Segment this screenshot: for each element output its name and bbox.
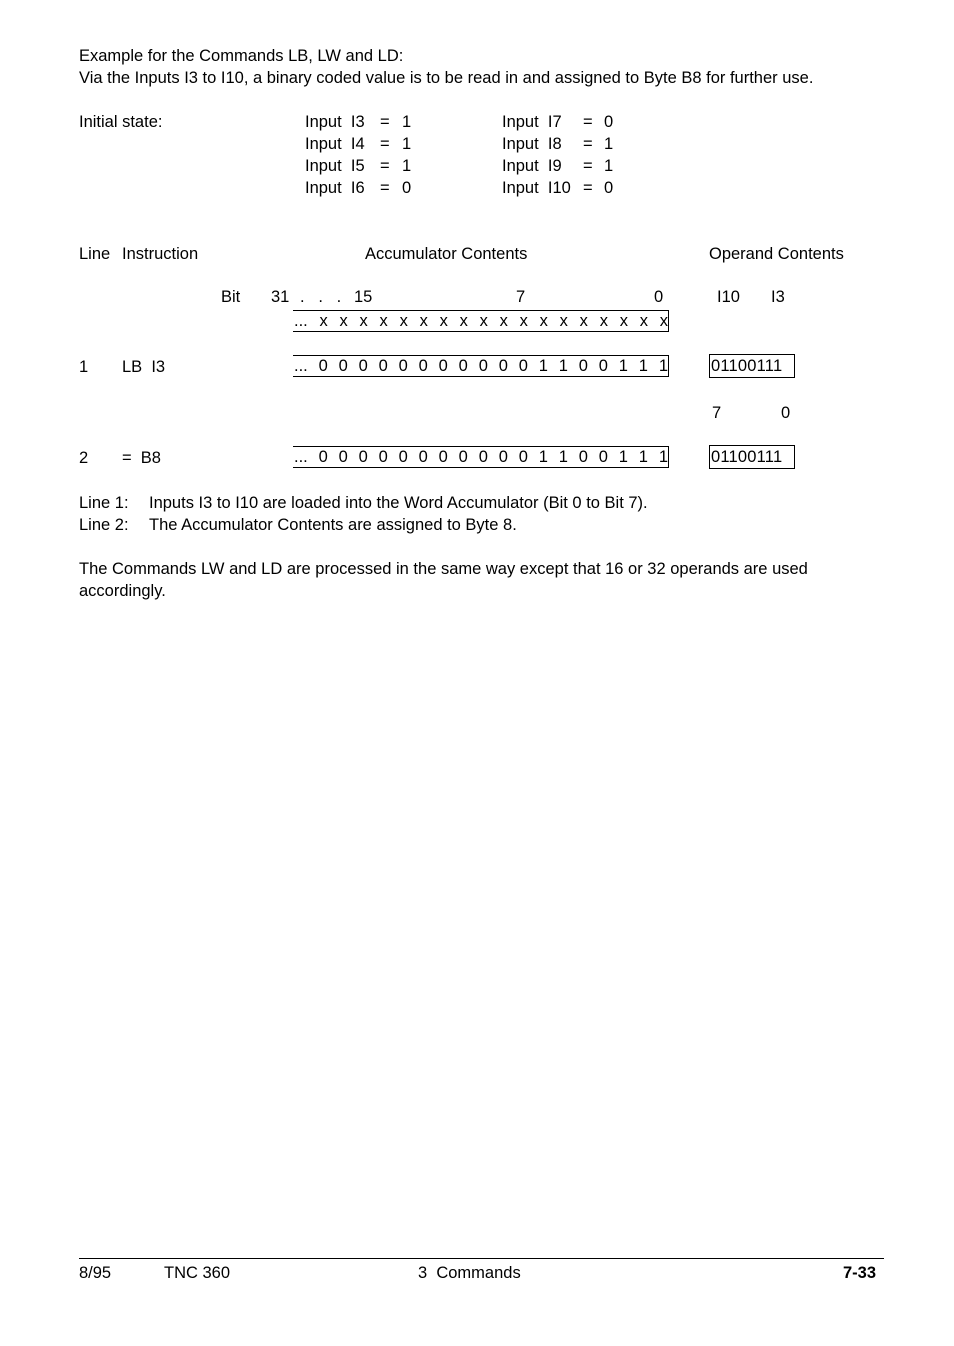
closing-paragraph-line: accordingly. — [79, 582, 166, 600]
input-value: 1 — [402, 135, 412, 153]
input-name: Input I8 — [502, 135, 562, 153]
note-label: Line 2: — [79, 516, 129, 534]
bit-15: 15 — [354, 288, 373, 306]
input-name: Input I6 — [305, 179, 365, 197]
footer-product: TNC 360 — [164, 1264, 231, 1282]
equals-sign: = — [583, 157, 593, 175]
line-number: 2 — [79, 449, 89, 467]
operand-contents: 01100111 — [709, 445, 795, 469]
input-value: 0 — [402, 179, 412, 197]
accumulator-contents: ... 0 0 0 0 0 0 0 0 0 0 0 1 1 0 0 1 1 1 — [294, 448, 668, 466]
byte-bit-7: 7 — [712, 404, 722, 422]
accumulator-contents: ... 0 0 0 0 0 0 0 0 0 0 0 1 1 0 0 1 1 1 — [294, 357, 668, 375]
input-name: Input I4 — [305, 135, 365, 153]
input-name: Input I10 — [502, 179, 571, 197]
byte-bit-0: 0 — [781, 404, 791, 422]
input-value: 1 — [604, 157, 614, 175]
equals-sign: = — [583, 113, 593, 131]
instruction: = B8 — [122, 449, 161, 467]
bit-31: 31 — [271, 288, 290, 306]
header-line: Line — [79, 245, 111, 263]
equals-sign: = — [380, 157, 390, 175]
bit-0: 0 — [654, 288, 664, 306]
bit-dots: . . . — [300, 288, 342, 306]
input-value: 1 — [604, 135, 614, 153]
closing-paragraph-line: The Commands LW and LD are processed in the same way except that 16 or 32 operands are used — [79, 560, 808, 578]
input-value: 0 — [604, 179, 614, 197]
intro-description: Via the Inputs I3 to I10, a binary coded value is to be read in and assigned to Byte B8 for further use. — [79, 69, 814, 87]
input-value: 0 — [604, 113, 614, 131]
footer-section: 3 Commands — [418, 1264, 521, 1282]
input-name: Input I5 — [305, 157, 365, 175]
equals-sign: = — [380, 179, 390, 197]
header-accumulator: Accumulator Contents — [365, 245, 528, 263]
input-value: 1 — [402, 157, 412, 175]
input-value: 1 — [402, 113, 412, 131]
footer-page-number: 7-33 — [843, 1264, 877, 1282]
line-number: 1 — [79, 358, 89, 376]
operand-contents: 01100111 — [709, 354, 795, 378]
footer-date: 8/95 — [79, 1264, 112, 1282]
equals-sign: = — [583, 179, 593, 197]
equals-sign: = — [380, 113, 390, 131]
footer-rule — [79, 1258, 884, 1259]
input-name: Input I3 — [305, 113, 365, 131]
initial-state-label: Initial state: — [79, 113, 163, 131]
note-text: Inputs I3 to I10 are loaded into the Word Accumulator (Bit 0 to Bit 7). — [149, 494, 648, 512]
equals-sign: = — [380, 135, 390, 153]
note-text: The Accumulator Contents are assigned to Byte 8. — [149, 516, 517, 534]
bit-7: 7 — [516, 288, 526, 306]
instruction: LB I3 — [122, 358, 166, 376]
header-operand: Operand Contents — [709, 245, 844, 263]
operand-bit-i10: I10 — [717, 288, 740, 306]
input-name: Input I9 — [502, 157, 562, 175]
intro-heading: Example for the Commands LB, LW and LD: — [79, 47, 404, 65]
equals-sign: = — [583, 135, 593, 153]
note-label: Line 1: — [79, 494, 129, 512]
accumulator-x-bits: ... x x x x x x x x x x x x x x x x x x — [294, 312, 668, 330]
bit-label: Bit — [221, 288, 241, 306]
operand-bit-i3: I3 — [771, 288, 785, 306]
header-instruction: Instruction — [122, 245, 199, 263]
input-name: Input I7 — [502, 113, 562, 131]
